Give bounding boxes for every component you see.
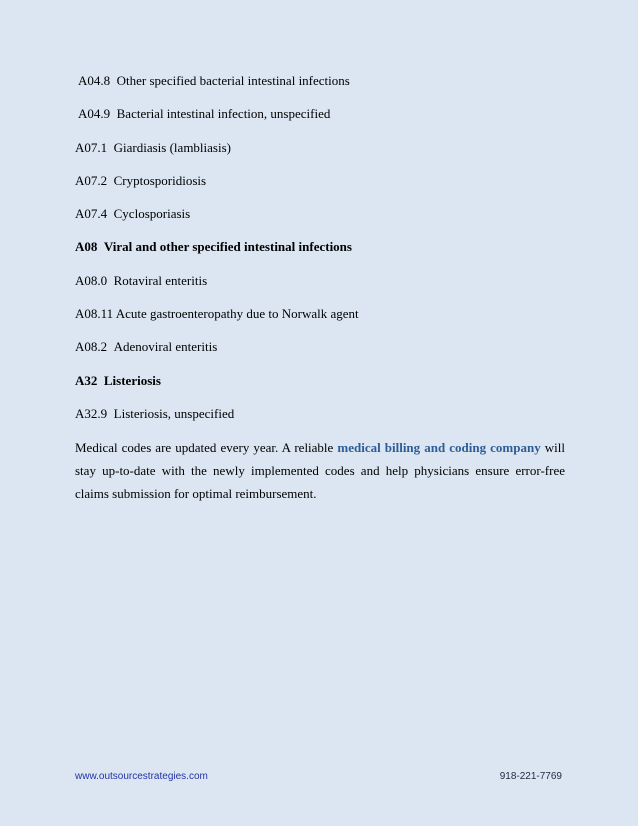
code-entry-code: A07.4: [75, 206, 108, 222]
code-entry-description: Cryptosporidiosis: [113, 172, 207, 188]
code-entry-description: Adenoviral enteritis: [113, 339, 218, 355]
code-entry: [75, 338, 565, 371]
paragraph-text-before-link: Medical codes are updated every year. A reliable: [75, 440, 338, 456]
code-entry-code: A08: [75, 239, 98, 255]
document-body: [75, 72, 565, 505]
code-entry-code: A08.2: [75, 339, 108, 355]
code-entry-description: Acute gastroenteropathy due to Norwalk agent: [115, 306, 359, 322]
code-entry-description: Viral and other specified intestinal infections: [103, 239, 352, 255]
code-entry: [75, 305, 565, 338]
code-entry-description: Rotaviral enteritis: [113, 272, 208, 288]
code-entry: [75, 139, 565, 172]
code-entry-description: Cyclosporiasis: [113, 206, 191, 222]
billing-coding-link[interactable]: medical billing and coding company: [337, 440, 541, 456]
code-entry: [75, 72, 565, 105]
code-entry-description: Giardiasis (lambliasis): [113, 139, 231, 155]
footer-website-link[interactable]: www.outsourcestrategies.com: [75, 771, 208, 782]
code-entry: [75, 172, 565, 205]
closing-paragraph: [75, 436, 565, 505]
code-entry-description: Other specified bacterial intestinal infections: [116, 73, 350, 88]
code-entry-code: A07.1: [75, 139, 108, 155]
code-entry-code: A32: [75, 372, 98, 388]
code-entry-code: A32.9: [75, 405, 108, 421]
paragraph-text-after-link: will stay up-to-date with the newly implemented codes and help physicians ensure error-free claims submission for optimal reimbursement.: [75, 440, 565, 502]
code-entry: [75, 105, 565, 138]
code-entry: [75, 372, 565, 405]
code-entry-description: Listeriosis, unspecified: [113, 405, 235, 421]
code-entry-code: A08.11: [75, 306, 114, 322]
code-list: [75, 72, 565, 438]
code-entry-code: A04.8: [78, 73, 111, 88]
footer-phone: 918-221-7769: [499, 771, 562, 782]
code-entry: [75, 272, 565, 305]
code-entry-description: Bacterial intestinal infection, unspecified: [116, 106, 331, 122]
code-entry-code: A08.0: [75, 272, 108, 288]
code-entry-code: A04.9: [78, 106, 111, 122]
code-entry-code: A07.2: [75, 172, 108, 188]
code-entry: [75, 238, 565, 271]
code-entry: [75, 205, 565, 238]
code-entry-description: Listeriosis: [103, 372, 161, 388]
code-entry: [75, 405, 565, 438]
